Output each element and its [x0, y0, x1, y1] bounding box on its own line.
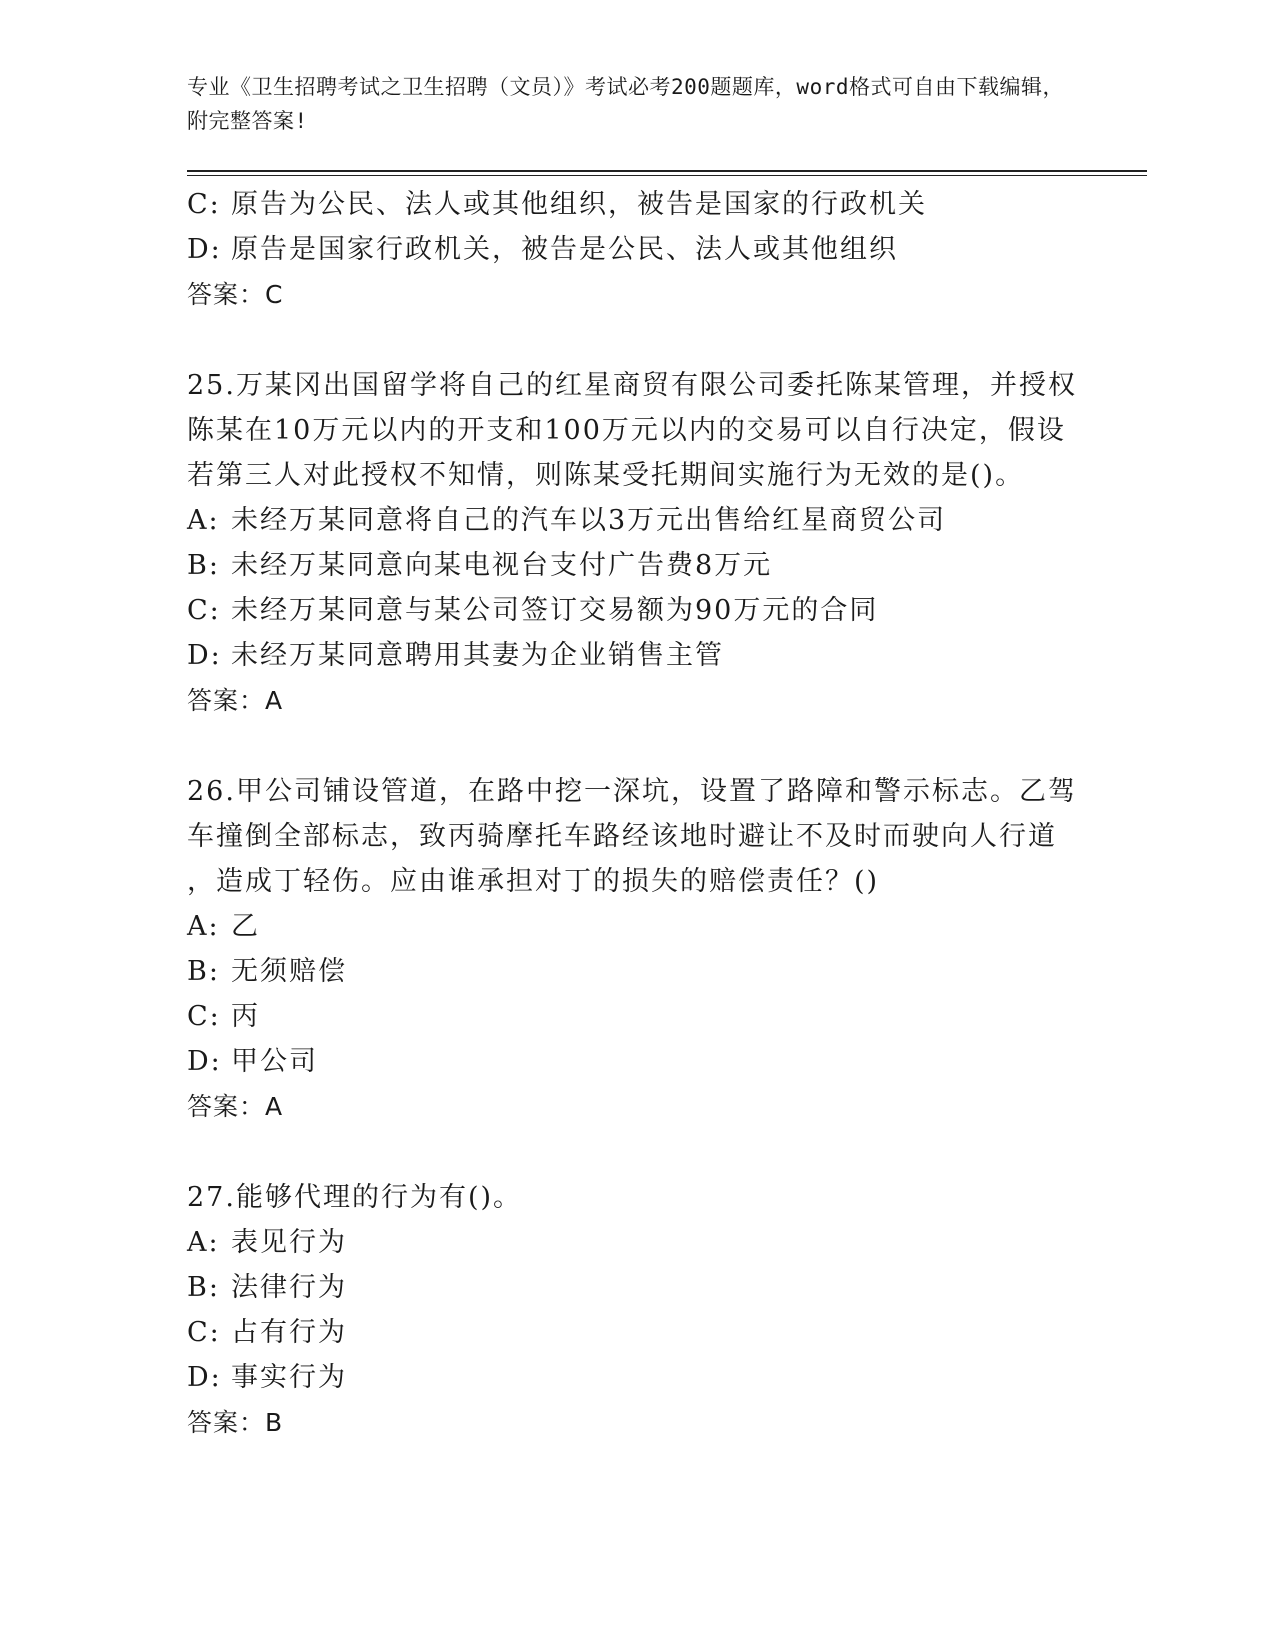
header-divider — [187, 170, 1147, 176]
option-b: B: 无须赔偿 — [187, 956, 347, 987]
option-d: D: 未经万某同意聘用其妻为企业销售主管 — [187, 640, 724, 671]
question-stem: 27.能够代理的行为有()。 — [187, 1182, 523, 1213]
option-c: C: 未经万某同意与某公司签订交易额为90万元的合同 — [187, 595, 879, 626]
continued-question — [187, 182, 1147, 317]
option-d: D: 事实行为 — [187, 1362, 347, 1393]
answer-line: 答案：A — [187, 686, 284, 715]
option-a: A: 未经万某同意将自己的汽车以3万元出售给红星商贸公司 — [187, 505, 947, 536]
option-a: A: 表见行为 — [187, 1227, 347, 1258]
answer-line: 答案：B — [187, 1408, 284, 1437]
question-26 — [187, 769, 1147, 1129]
question-stem: 25.万某冈出国留学将自己的红星商贸有限公司委托陈某管理，并授权 陈某在10万元以内的开支和100万元以内的交易可以自行决定，假设 若第三人对此授权不知情，则陈某受托期间实施行为无效的是()。 — [187, 370, 1077, 491]
answer-line: 答案：A — [187, 1092, 284, 1121]
answer-line: 答案：C — [187, 280, 284, 309]
option-b: B: 未经万某同意向某电视台支付广告费8万元 — [187, 550, 773, 581]
document-page — [187, 70, 1147, 1445]
question-stem: 26.甲公司铺设管道，在路中挖一深坑，设置了路障和警示标志。乙驾 车撞倒全部标志，致丙骑摩托车路经该地时避让不及时而驶向人行道 ，造成丁轻伤。应由谁承担对丁的损失的赔偿责任？() — [187, 776, 1077, 897]
option-d: D: 原告是国家行政机关，被告是公民、法人或其他组织 — [187, 234, 898, 265]
document-header: 专业《卫生招聘考试之卫生招聘（文员）》考试必考200题题库，word格式可自由下载编辑，附完整答案! — [187, 75, 1064, 133]
option-d: D: 甲公司 — [187, 1046, 318, 1077]
option-c: C: 占有行为 — [187, 1317, 347, 1348]
question-27 — [187, 1175, 1147, 1445]
option-c: C: 原告为公民、法人或其他组织，被告是国家的行政机关 — [187, 189, 927, 220]
question-25 — [187, 363, 1147, 723]
option-c: C: 丙 — [187, 1001, 260, 1032]
option-b: B: 法律行为 — [187, 1272, 347, 1303]
option-a: A: 乙 — [187, 911, 260, 942]
